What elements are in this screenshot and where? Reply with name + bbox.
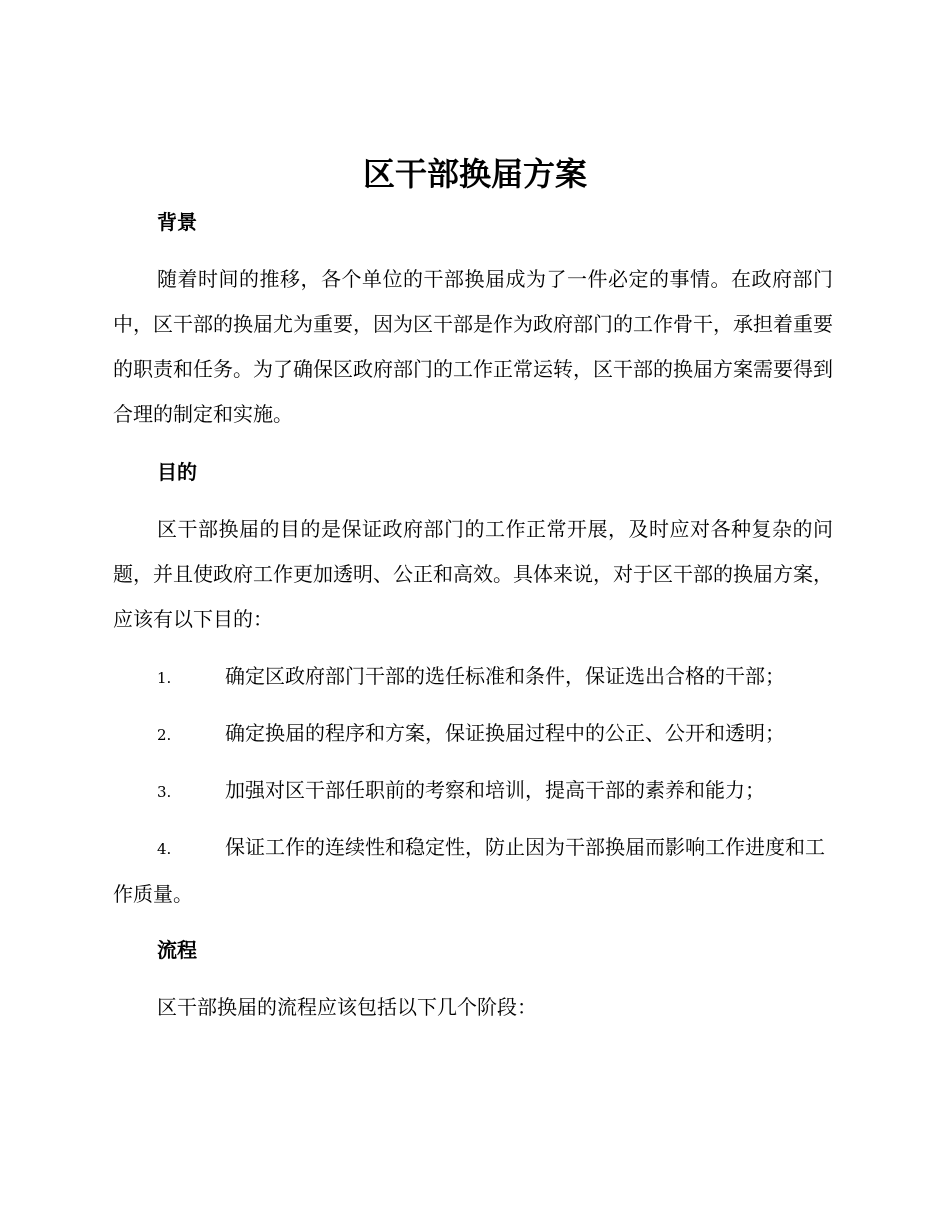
list-item <box>113 768 833 815</box>
paragraph-process: 区干部换届的流程应该包括以下几个阶段： <box>157 995 537 1019</box>
paragraph-background: 随着时间的推移，各个单位的干部换届成为了一件必定的事情。在政府部门中，区干部的换届尤为重要，因为区干部是作为政府部门的工作骨干，承担着重要的职责和任务。为了确保区政府部门的工作正常运转，区干部的换届方案需要得到合理的制定和实施。 <box>113 267 833 426</box>
list-item-number: 4. <box>157 840 172 858</box>
section-heading-background: 背景 <box>157 210 197 234</box>
list-item-text: 加强对区干部任职前的考察和培训，提高干部的素养和能力； <box>225 778 765 802</box>
list-item-number: 2. <box>157 726 172 744</box>
list-item-number: 1. <box>157 669 172 687</box>
list-item <box>113 654 833 701</box>
document-title: 区干部换届方案 <box>362 155 587 193</box>
list-item-text: 保证工作的连续性和稳定性，防止因为干部换届而影响工作进度和工作质量。 <box>113 835 825 906</box>
list-item <box>113 825 833 917</box>
paragraph-purpose: 区干部换届的目的是保证政府部门的工作正常开展，及时应对各种复杂的问题，并且使政府工作更加透明、公正和高效。具体来说，对于区干部的换届方案，应该有以下目的： <box>113 517 833 631</box>
list-item-number: 3. <box>157 783 172 801</box>
section-heading-process: 流程 <box>157 938 197 962</box>
section-heading-purpose: 目的 <box>157 460 197 484</box>
list-item-text: 确定换届的程序和方案，保证换届过程中的公正、公开和透明； <box>225 721 785 745</box>
list-item <box>113 711 833 758</box>
list-item-text: 确定区政府部门干部的选任标准和条件，保证选出合格的干部； <box>225 664 785 688</box>
